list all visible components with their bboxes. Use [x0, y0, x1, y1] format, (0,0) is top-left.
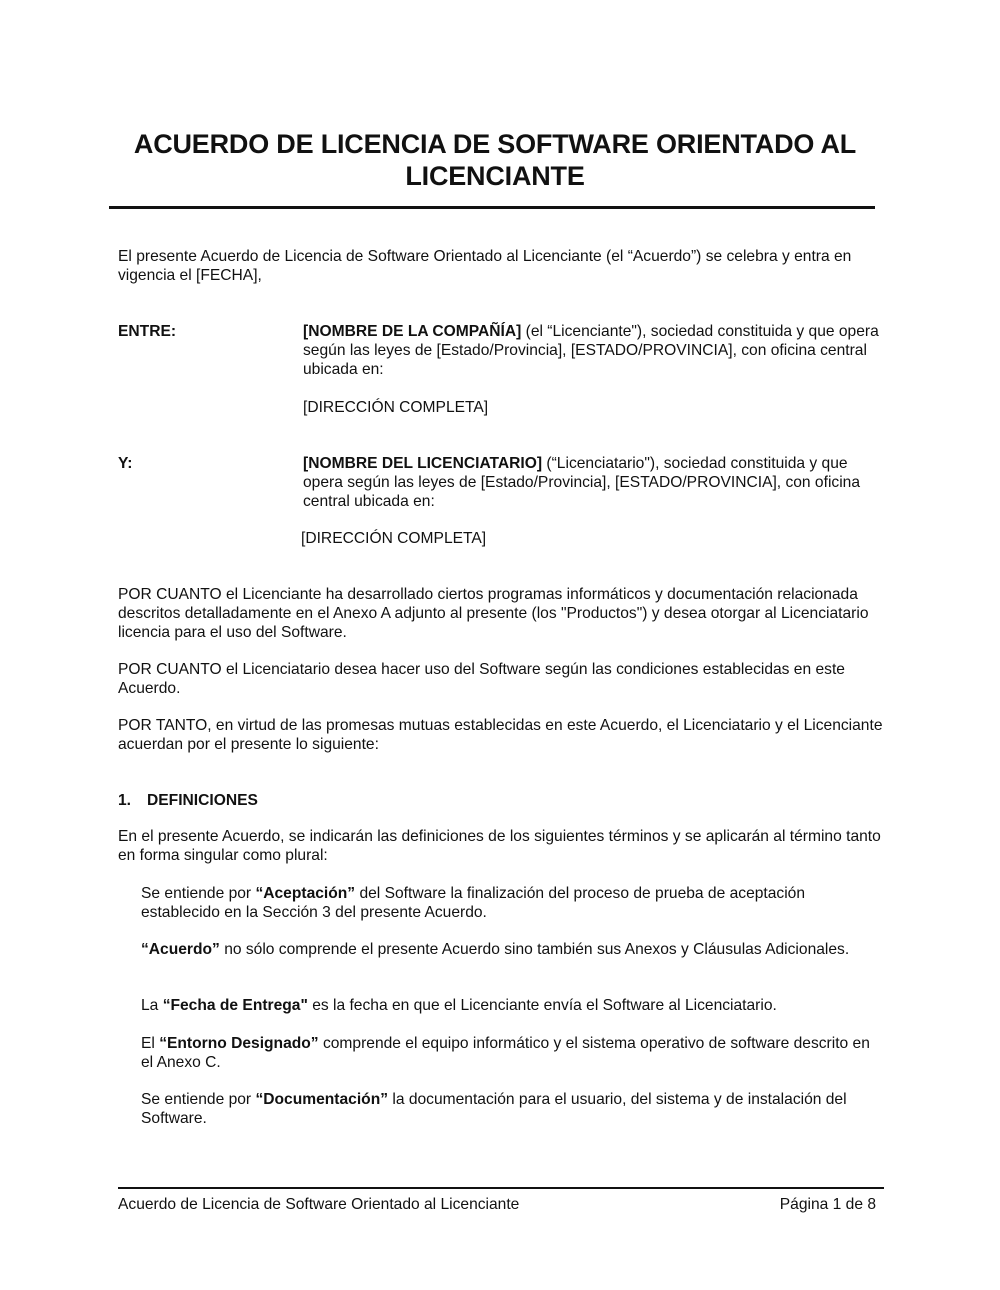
party-description: (el “Licenciante"), sociedad constituida y que opera según las leyes de [Estado/Provincia], [ESTADO/PROVINCIA], con oficina central ubicada en:: [303, 323, 879, 378]
definition-text: no sólo comprende el presente Acuerdo sino también sus Anexos y Cláusulas Adicionales.: [219, 941, 850, 958]
definition-term: “Acuerdo”: [141, 941, 220, 958]
definition-item: [141, 1034, 886, 1072]
definition-prefix: El: [141, 1035, 160, 1052]
recital-paragraph: POR CUANTO el Licenciatario desea hacer uso del Software según las condiciones establecidas en este Acuerdo.: [118, 661, 845, 697]
intro-paragraph: El presente Acuerdo de Licencia de Software Orientado al Licenciante (el “Acuerdo”) se celebra y entra en vigencia el [FECHA],: [118, 248, 852, 284]
recital-paragraph: POR TANTO, en virtud de las promesas mutuas establecidas en este Acuerdo, el Licenciatario y el Licenciante acuerdan por el presente lo siguiente:: [118, 717, 883, 753]
definition-text: del Software la finalización del proceso de prueba de aceptación establecido en la Sección 3 del presente Acuerdo.: [141, 885, 806, 921]
party-label-entre: ENTRE:: [118, 323, 177, 340]
section-title: DEFINICIONES: [147, 792, 258, 809]
definition-term: “Fecha de Entrega": [162, 997, 308, 1014]
party-name: [NOMBRE DEL LICENCIATARIO]: [303, 455, 543, 472]
definition-prefix: Se entiende por: [141, 1091, 256, 1108]
footer-page-number: Página 1 de 8: [779, 1196, 876, 1213]
party-address: [DIRECCIÓN COMPLETA]: [303, 399, 489, 416]
definition-term: “Entorno Designado”: [159, 1035, 319, 1052]
party-name: [NOMBRE DE LA COMPAÑÍA]: [303, 323, 522, 340]
definition-term: “Aceptación”: [255, 885, 356, 902]
title-divider: [109, 206, 875, 209]
section-intro: En el presente Acuerdo, se indicarán las definiciones de los siguientes términos y se aplicarán al término tanto en forma singular como plural:: [118, 828, 881, 864]
party-address: [DIRECCIÓN COMPLETA]: [301, 530, 487, 547]
section-heading-definiciones: [118, 791, 258, 810]
party-licenciatario: [303, 454, 883, 511]
definition-item: [141, 996, 886, 1015]
definition-text: la documentación para el usuario, del sistema y de instalación del Software.: [141, 1091, 847, 1127]
definition-item: [141, 940, 886, 959]
party-description: (“Licenciatario"), sociedad constituida y que opera según las leyes de [Estado/Provincia], [ESTADO/PROVINCIA], con oficina central ubicada en:: [303, 455, 861, 510]
definition-text: es la fecha en que el Licenciante envía el Software al Licenciatario.: [307, 997, 777, 1014]
definition-term: “Documentación”: [255, 1091, 389, 1108]
definition-prefix: La: [141, 997, 163, 1014]
footer-divider: [118, 1187, 884, 1189]
definition-item: [141, 1090, 886, 1128]
document-title: ACUERDO DE LICENCIA DE SOFTWARE ORIENTADO AL LICENCIANTE: [133, 129, 857, 191]
party-licenciante: [303, 322, 883, 379]
definition-text: comprende el equipo informático y el sistema operativo de software descrito en el Anexo C.: [141, 1035, 870, 1071]
definition-prefix: Se entiende por: [141, 885, 256, 902]
party-label-y: Y:: [118, 455, 133, 472]
footer-document-title: Acuerdo de Licencia de Software Orientado al Licenciante: [118, 1196, 520, 1213]
section-number: 1.: [118, 792, 132, 809]
definition-item: [141, 884, 886, 922]
recital-paragraph: POR CUANTO el Licenciante ha desarrollado ciertos programas informáticos y documentación relacionada descritos detalladamente en el Anexo A adjunto al presente (los "Productos") y desea otorgar al Licenciatario licencia para el uso del Software.: [118, 586, 869, 641]
